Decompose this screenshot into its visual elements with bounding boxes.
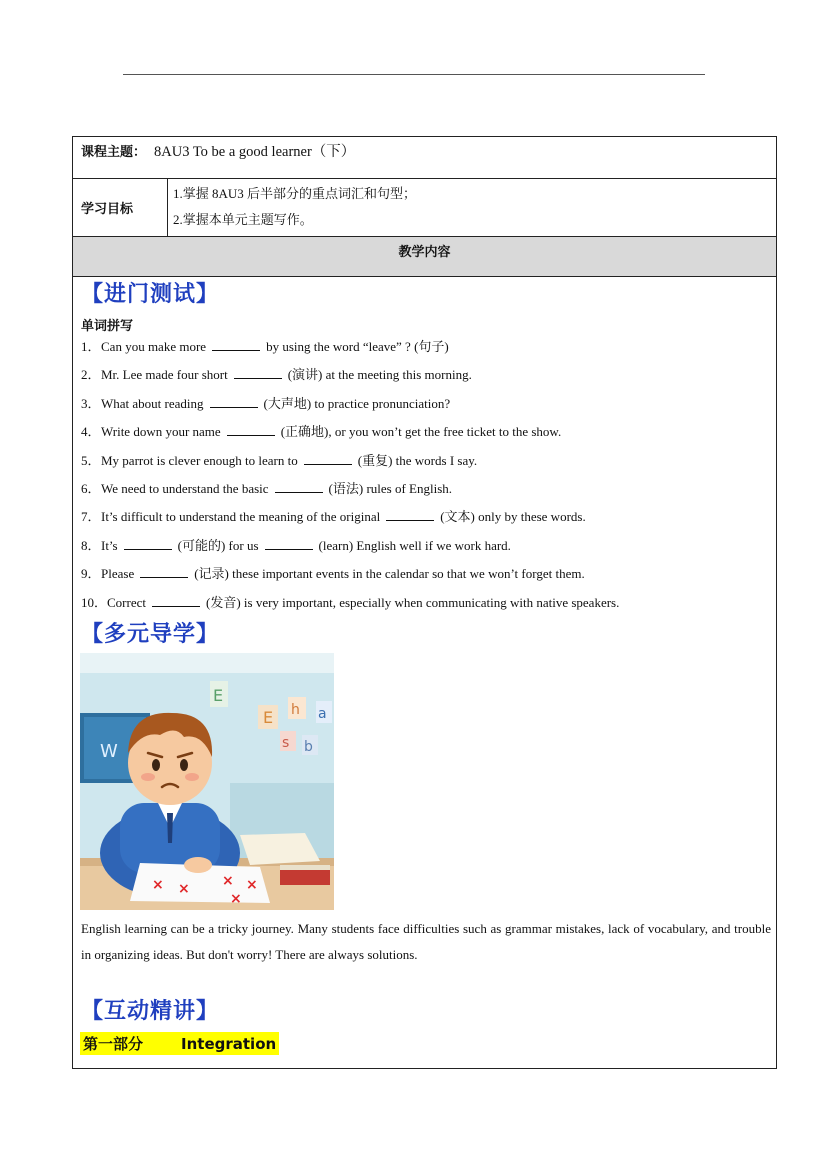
question-item: 2．Mr. Lee made four short (演讲) at the meeting this morning. — [81, 361, 619, 389]
svg-text:h: h — [291, 702, 300, 718]
question-item: 3．What about reading (大声地) to practice pronunciation? — [81, 390, 619, 418]
answer-blank[interactable] — [234, 364, 282, 379]
answer-blank[interactable] — [227, 421, 275, 436]
question-list — [81, 333, 619, 617]
content-title: 教学内容 — [398, 245, 451, 260]
svg-text:E: E — [263, 708, 274, 727]
svg-text:s: s — [282, 735, 290, 751]
topic-line — [81, 140, 355, 161]
goal-label: 学习目标 — [73, 179, 168, 236]
answer-blank[interactable] — [210, 393, 258, 408]
svg-text:b: b — [304, 739, 313, 755]
svg-text:a: a — [318, 706, 327, 722]
answer-blank[interactable] — [140, 563, 188, 578]
goal-item: 2.掌握本单元主题写作。 — [173, 212, 313, 227]
worried-student-illustration — [80, 653, 334, 910]
answer-blank[interactable] — [386, 506, 434, 521]
question-item: 6．We need to understand the basic (语法) rules of English. — [81, 475, 619, 503]
answer-blank[interactable] — [304, 450, 352, 465]
topic-row — [73, 137, 776, 179]
answer-blank[interactable] — [152, 592, 200, 607]
goal-row — [73, 179, 776, 237]
content-header-row — [73, 237, 776, 277]
header-rule — [123, 74, 705, 75]
question-item: 10．Correct (发音) is very important, especially when communicating with native speakers. — [81, 589, 619, 617]
question-item: 7．It’s difficult to understand the meaning of the original (文本) only by these words. — [81, 503, 619, 531]
section-title-entry-test: 【进门测试】 — [81, 282, 220, 307]
topic-value: 8AU3 To be a good learner（下） — [154, 144, 356, 160]
intro-paragraph: English learning can be a tricky journey. Many students face difficulties such as grammar mistakes, lack of vocabulary, and trouble in organizing ideas. But don't worry! There are always solutions. — [81, 921, 771, 962]
answer-blank[interactable] — [124, 535, 172, 550]
question-item: 4．Write down your name (正确地), or you won’t get the free ticket to the show. — [81, 418, 619, 446]
svg-text:×: × — [152, 877, 164, 893]
topic-label: 课程主题： — [81, 145, 147, 160]
svg-text:×: × — [178, 881, 190, 897]
part-label: 第一部分 — [83, 1035, 144, 1053]
question-item: 1．Can you make more by using the word “leave” ? (句子) — [81, 333, 619, 361]
question-item: 5．My parrot is clever enough to learn to (重复) the words I say. — [81, 447, 619, 475]
spelling-subtitle: 单词拼写 — [81, 319, 134, 334]
svg-text:×: × — [246, 877, 258, 893]
goal-list — [173, 181, 416, 233]
svg-text:E: E — [213, 686, 224, 705]
goal-item: 1.掌握 8AU3 后半部分的重点词汇和句型； — [173, 186, 417, 201]
answer-blank[interactable] — [212, 336, 260, 351]
section-title-interactive-lecture: 【互动精讲】 — [81, 999, 220, 1024]
question-item: 9．Please (记录) these important events in the calendar so that we won’t forget them. — [81, 560, 619, 588]
answer-blank[interactable] — [275, 478, 323, 493]
svg-text:×: × — [222, 873, 234, 889]
section-title-guided-learning: 【多元导学】 — [81, 622, 220, 647]
lesson-table — [72, 136, 777, 1069]
part-heading — [80, 1032, 279, 1055]
svg-text:W: W — [100, 741, 118, 762]
part-name: Integration — [181, 1035, 277, 1053]
answer-blank[interactable] — [265, 535, 313, 550]
svg-text:×: × — [230, 891, 242, 907]
question-item: 8．It’s (可能的) for us (learn) English well if we work hard. — [81, 532, 619, 560]
